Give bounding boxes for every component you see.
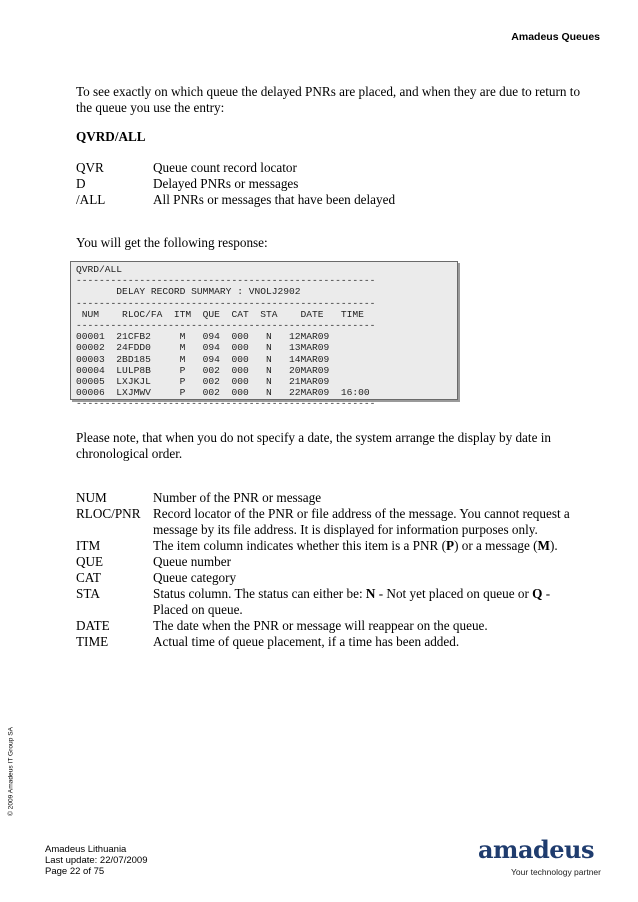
command-part-desc: Queue count record locator: [153, 160, 297, 175]
legend-key: QUE: [76, 554, 104, 569]
legend-row: [76, 634, 576, 650]
legend-desc: Record locator of the PNR or file address of the message. You cannot request a message by its file address. It is displayed for information purposes only.: [153, 506, 570, 537]
legend-row: [76, 506, 576, 538]
legend-desc: The date when the PNR or message will reappear on the queue.: [153, 618, 488, 633]
legend-row: [76, 570, 576, 586]
terminal-output: QVRD/ALL ---------------------------------------------------- DELAY RECORD SUMMARY : VNOLJ2902 ---------------------------------------------------- NUM RLOC/FA ITM QUE CAT STA DATE TIME ---------------------------------------------------- 00001 21CFB2 M 094 000 N 12MAR09 00002 24FDD0 M 094 000 N 13MAR09 00003 2BD185 M 094 000 N 14MAR09 00004 LULP8B P 002 000 N 20MAR09 00005 LXJKJL P 002 000 N 21MAR09 00006 LXJMWV P 002 000 N 22MAR09 16:00 ----------------------------------------------------: [76, 264, 376, 410]
legend-desc: Queue number: [153, 554, 231, 569]
amadeus-logo: [478, 835, 604, 882]
footer-company: Amadeus Lithuania: [45, 844, 127, 855]
command-part-key: QVR: [76, 160, 104, 175]
legend-row: [76, 538, 576, 554]
legend-desc: Number of the PNR or message: [153, 490, 322, 505]
legend-desc: Actual time of queue placement, if a time has been added.: [153, 634, 460, 649]
legend-row: [76, 586, 576, 618]
command-part-desc: Delayed PNRs or messages: [153, 176, 299, 191]
legend-desc: Queue category: [153, 570, 237, 585]
page-footer: [45, 844, 147, 877]
column-legend: [76, 490, 576, 650]
legend-desc: The item column indicates whether this item is a PNR (P) or a message (M).: [153, 538, 558, 553]
legend-key: CAT: [76, 570, 101, 585]
legend-key: RLOC/PNR: [76, 506, 141, 521]
command-part-key: /ALL: [76, 192, 106, 207]
legend-desc: Status column. The status can either be: N - Not yet placed on queue or Q - Placed on queue.: [153, 586, 551, 617]
legend-row: [76, 618, 576, 634]
legend-key: ITM: [76, 538, 101, 553]
legend-key: NUM: [76, 490, 107, 505]
page-header-title: Amadeus Queues: [511, 31, 600, 43]
command-part-desc: All PNRs or messages that have been delayed: [153, 192, 396, 207]
legend-key: STA: [76, 586, 100, 601]
terminal-response-box: [70, 261, 458, 410]
legend-row: [76, 554, 576, 570]
footer-page-number: Page 22 of 75: [45, 866, 105, 877]
command-part-key: D: [76, 176, 86, 191]
legend-key: DATE: [76, 618, 110, 633]
copyright-notice: © 2009 Amadeus IT Group SA: [7, 726, 15, 817]
footer-last-update: Last update: 22/07/2009: [45, 855, 148, 866]
response-intro: You will get the following response:: [76, 235, 268, 250]
note-paragraph: Please note, that when you do not specify a date, the system arrange the display by date in chronological order.: [76, 430, 551, 461]
intro-paragraph: To see exactly on which queue the delayed PNRs are placed, and when they are due to return to the queue you use the entry:: [76, 84, 581, 115]
legend-row: [76, 490, 576, 506]
logo-wordmark: amadeus: [478, 835, 595, 864]
command-entry: QVRD/ALL: [76, 129, 146, 144]
logo-tagline: Your technology partner: [511, 867, 601, 877]
legend-key: TIME: [76, 634, 109, 649]
